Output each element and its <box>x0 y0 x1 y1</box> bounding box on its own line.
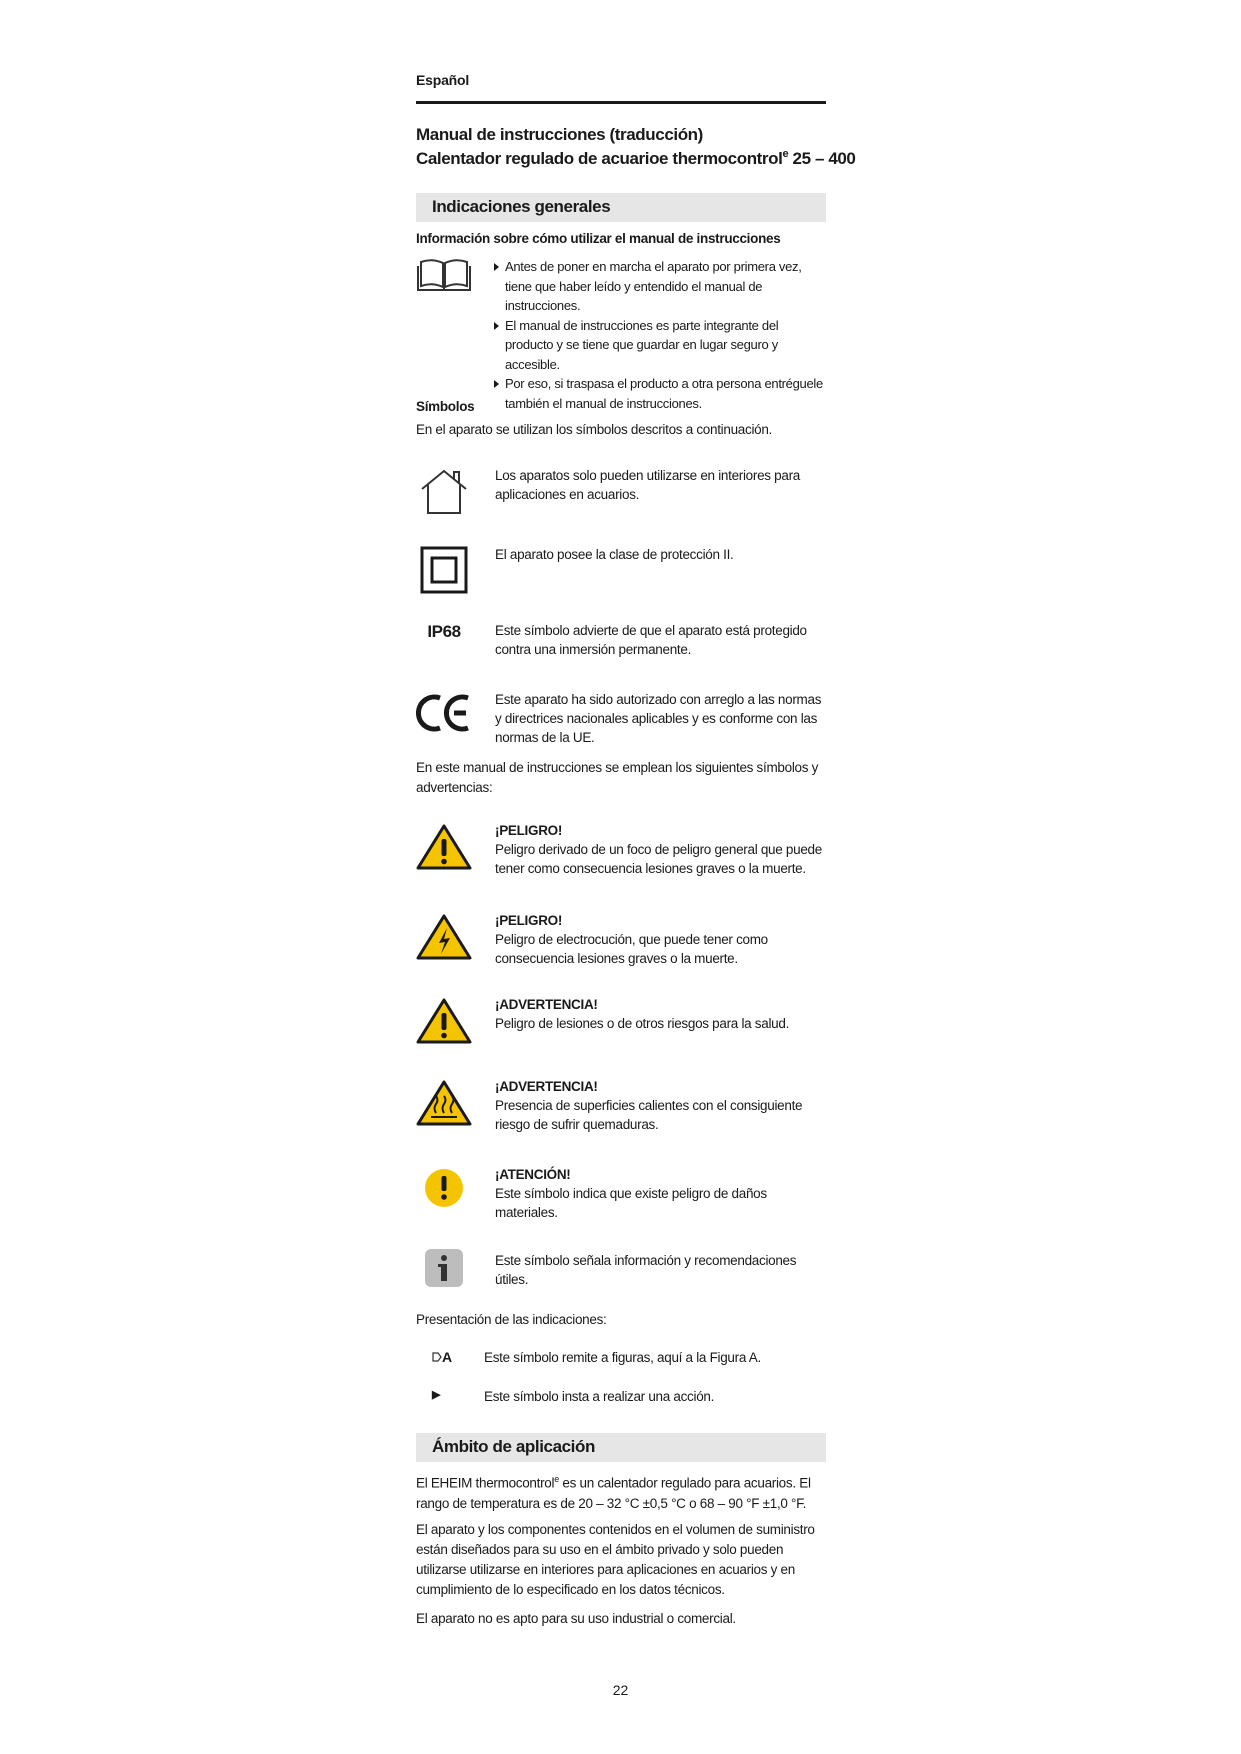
action-symbol: ▶ <box>432 1389 441 1401</box>
warning-title: ¡PELIGRO! <box>495 913 563 928</box>
symbol-description: Este aparato ha sido autorizado con arreglo a las normas y directrices nacionales aplicables y es conforme con las normas de la UE. <box>495 692 822 745</box>
list-item: Por eso, si traspasa el producto a otra persona entréguele también el manual de instrucciones. <box>494 374 824 413</box>
warning-description: ¡PELIGRO! Peligro derivado de un foco de peligro general que puede tener como consecuencia lesiones graves o la muerte. <box>495 821 825 878</box>
product-title: Calentador regulado de acuarioe thermocontrol$^e$ 25 – 400 <box>416 148 856 168</box>
list-item: Antes de poner en marcha el aparato por primera vez, tiene que haber leído y entendido el manual de instrucciones. <box>494 257 824 316</box>
warnings-intro: En este manual de instrucciones se emplean los siguientes símbolos y advertencias: <box>416 760 819 795</box>
scope-paragraph: El EHEIM thermocontrol$^e$ es un calentador regulado para acuarios. El rango de temperatura es de 20 – 32 °C ±0,5 °C o 68 – 90 °F ±1,0 °F. <box>416 1474 811 1511</box>
action-description: Este símbolo insta a realizar una acción. <box>484 1389 715 1404</box>
symbols-intro: En el aparato se utilizan los símbolos descritos a continuación. <box>416 422 773 437</box>
scope-paragraph: El aparato no es apto para su uso industrial o comercial. <box>416 1611 736 1626</box>
general-danger-icon <box>416 822 472 872</box>
section-title: Ámbito de aplicación <box>432 1437 595 1456</box>
warning-title: ¡ADVERTENCIA! <box>495 997 598 1012</box>
bullet-icon <box>494 322 499 330</box>
symbols-heading: Símbolos <box>416 399 475 414</box>
symbol-description: Los aparatos solo pueden utilizarse en interiores para aplicaciones en acuarios. <box>495 468 800 502</box>
book-icon <box>416 255 472 293</box>
manual-info-heading: Información sobre cómo utilizar el manual de instrucciones <box>416 231 781 246</box>
house-icon <box>416 466 472 516</box>
symbol-description: Este símbolo advierte de que el aparato está protegido contra una inmersión permanente. <box>495 623 807 657</box>
presentation-intro: Presentación de las indicaciones: <box>416 1312 607 1327</box>
manual-bullet-list <box>494 257 824 413</box>
warning-title: ¡ADVERTENCIA! <box>495 1079 598 1094</box>
section-header-general <box>416 193 826 222</box>
scope-paragraph: El aparato y los componentes contenidos en el volumen de suministro están diseñados para su uso en el ámbito privado y solo pueden utilizarse utilizarse en interiores para aplicaciones en acuarios y en cumplimiento de lo especificado en los datos técnicos. <box>416 1522 815 1597</box>
warning-description: ¡ADVERTENCIA! Peligro de lesiones o de otros riesgos para la salud. <box>495 995 825 1033</box>
protection-class-ii-icon <box>416 544 472 596</box>
warning-title: ¡PELIGRO! <box>495 823 563 838</box>
section-title: Indicaciones generales <box>432 197 611 216</box>
figure-reference-description: Este símbolo remite a figuras, aquí a la Figura A. <box>484 1350 761 1365</box>
warning-description: ¡ADVERTENCIA! Presencia de superficies calientes con el consiguiente riesgo de sufrir quemaduras. <box>495 1077 825 1134</box>
language-label: Español <box>416 72 470 88</box>
ip68-label: IP68 <box>427 622 461 641</box>
electric-danger-icon <box>416 912 472 962</box>
attention-icon <box>416 1166 472 1210</box>
hot-surface-icon <box>416 1078 472 1128</box>
warning-title: ¡ATENCIÓN! <box>495 1167 571 1182</box>
section-header-scope <box>416 1433 826 1462</box>
warning-description: ¡PELIGRO! Peligro de electrocución, que puede tener como consecuencia lesiones graves o la muerte. <box>495 911 825 968</box>
info-description: Este símbolo señala información y recomendaciones útiles. <box>495 1253 797 1287</box>
page-number: 22 <box>612 1682 629 1698</box>
header-rule <box>416 101 826 104</box>
symbol-description: El aparato posee la clase de protección II. <box>495 547 734 562</box>
figure-reference-symbol: A <box>432 1349 462 1365</box>
warning-description: ¡ATENCIÓN! Este símbolo indica que existe peligro de daños materiales. <box>495 1165 825 1222</box>
list-item: El manual de instrucciones es parte integrante del producto y se tiene que guardar en lugar seguro y accesible. <box>494 316 824 375</box>
info-icon <box>416 1246 472 1290</box>
figure-pointer-icon <box>432 1352 442 1362</box>
bullet-icon <box>494 380 499 388</box>
ce-mark-icon <box>416 692 472 734</box>
bullet-icon <box>494 263 499 271</box>
warning-icon <box>416 996 472 1046</box>
manual-title: Manual de instrucciones (traducción) <box>416 125 703 144</box>
